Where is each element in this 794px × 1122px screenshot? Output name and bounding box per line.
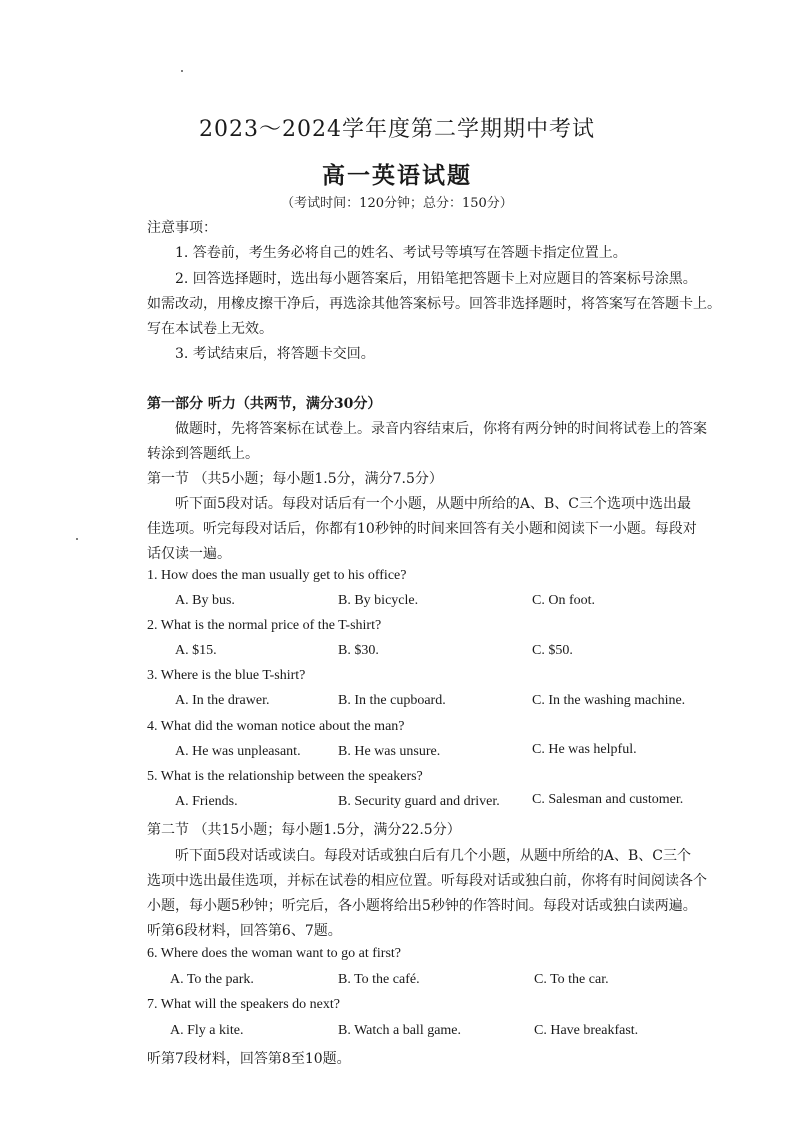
section-2-heading: 第二节 （共15小题；每小题1.5分，满分22.5分） [147,822,461,838]
notice-item-1: 1. 答卷前，考生务必将自己的姓名、考试号等填写在答题卡指定位置上。 [175,245,627,261]
part-1-intro-line-1: 做题时，先将答案标在试卷上。录音内容结束后，你将有两分钟的时间将试卷上的答案 [175,421,707,437]
exam-title: 2023～2024学年度第二学期期中考试 [199,117,595,142]
notice-item-2-line-1: 2. 回答选择题时，选出每小题答案后，用铅笔把答题卡上对应题目的答案标号涂黑。 [175,271,697,287]
option-c: C. To the car. [534,972,609,987]
option-a: A. Fly a kite. [170,1023,244,1038]
exam-subject: 高一英语试题 [322,162,472,189]
notice-heading: 注意事项： [147,220,217,236]
option-c: C. On foot. [532,593,595,608]
exam-info: （考试时间：120分钟；总分：150分） [281,196,513,211]
part-1-heading: 第一部分 听力（共两节，满分30分） [147,396,382,412]
question-5: 5. What is the relationship between the speakers? [147,769,423,784]
option-c: C. Have breakfast. [534,1023,639,1038]
option-c: C. In the washing machine. [532,693,686,708]
notice-item-2-line-2: 如需改动，用橡皮擦干净后，再选涂其他答案标号。回答非选择题时，将答案写在答题卡上。 [147,296,721,312]
option-c: C. $50. [532,643,573,658]
option-c: C. Salesman and customer. [532,792,684,807]
option-a: A. $15. [175,643,217,658]
question-2: 2. What is the normal price of the T-shirt? [147,618,382,633]
option-b: B. $30. [338,643,379,658]
option-c: C. He was helpful. [532,742,637,757]
question-6: 6. Where does the woman want to go at first? [147,946,402,961]
option-b: B. In the cupboard. [338,693,446,708]
option-a: A. He was unpleasant. [175,744,301,759]
scan-speck [181,70,183,72]
notice-item-3: 3. 考试结束后，将答题卡交回。 [175,346,375,362]
part-1-intro-line-2: 转涂到答题纸上。 [147,446,259,462]
option-a: A. In the drawer. [175,693,270,708]
option-b: B. To the café. [338,972,420,987]
option-a: A. To the park. [170,972,254,987]
option-b: B. By bicycle. [338,593,419,608]
section-1-intro-line-3: 话仅读一遍。 [147,546,231,562]
notice-item-2-line-3: 写在本试卷上无效。 [147,321,273,337]
section-1-intro-line-2: 佳选项。听完每段对话后，你都有10秒钟的时间来回答有关小题和阅读下一小题。每段对 [147,521,697,537]
question-3: 3. Where is the blue T-shirt? [147,668,306,683]
material-7-instruction: 听第7段材料，回答第8至10题。 [147,1051,351,1067]
section-2-intro-line-3: 小题，每小题5秒钟；听完后，各小题将给出5秒钟的作答时间。每段对话或独白读两遍。 [147,898,697,914]
option-a: A. By bus. [175,593,235,608]
question-7: 7. What will the speakers do next? [147,997,340,1012]
question-1: 1. How does the man usually get to his office? [147,568,407,583]
option-b: B. He was unsure. [338,744,441,759]
section-2-intro-line-1: 听下面5段对话或读白。每段对话或独白后有几个小题，从题中所给的A、B、C三个 [175,848,692,864]
section-2-intro-line-2: 选项中选出最佳选项，并标在试卷的相应位置。听每段对话或独白前，你将有时间阅读各个 [147,873,707,889]
section-1-heading: 第一节 （共5小题；每小题1.5分，满分7.5分） [147,471,443,487]
question-4: 4. What did the woman notice about the man? [147,719,405,734]
option-a: A. Friends. [175,794,238,809]
material-6-instruction: 听第6段材料，回答第6、7题。 [147,923,342,939]
section-1-intro-line-1: 听下面5段对话。每段对话后有一个小题，从题中所给的A、B、C三个选项中选出最 [175,496,692,512]
scan-speck [76,538,78,540]
option-b: B. Watch a ball game. [338,1023,462,1038]
option-b: B. Security guard and driver. [338,794,500,809]
